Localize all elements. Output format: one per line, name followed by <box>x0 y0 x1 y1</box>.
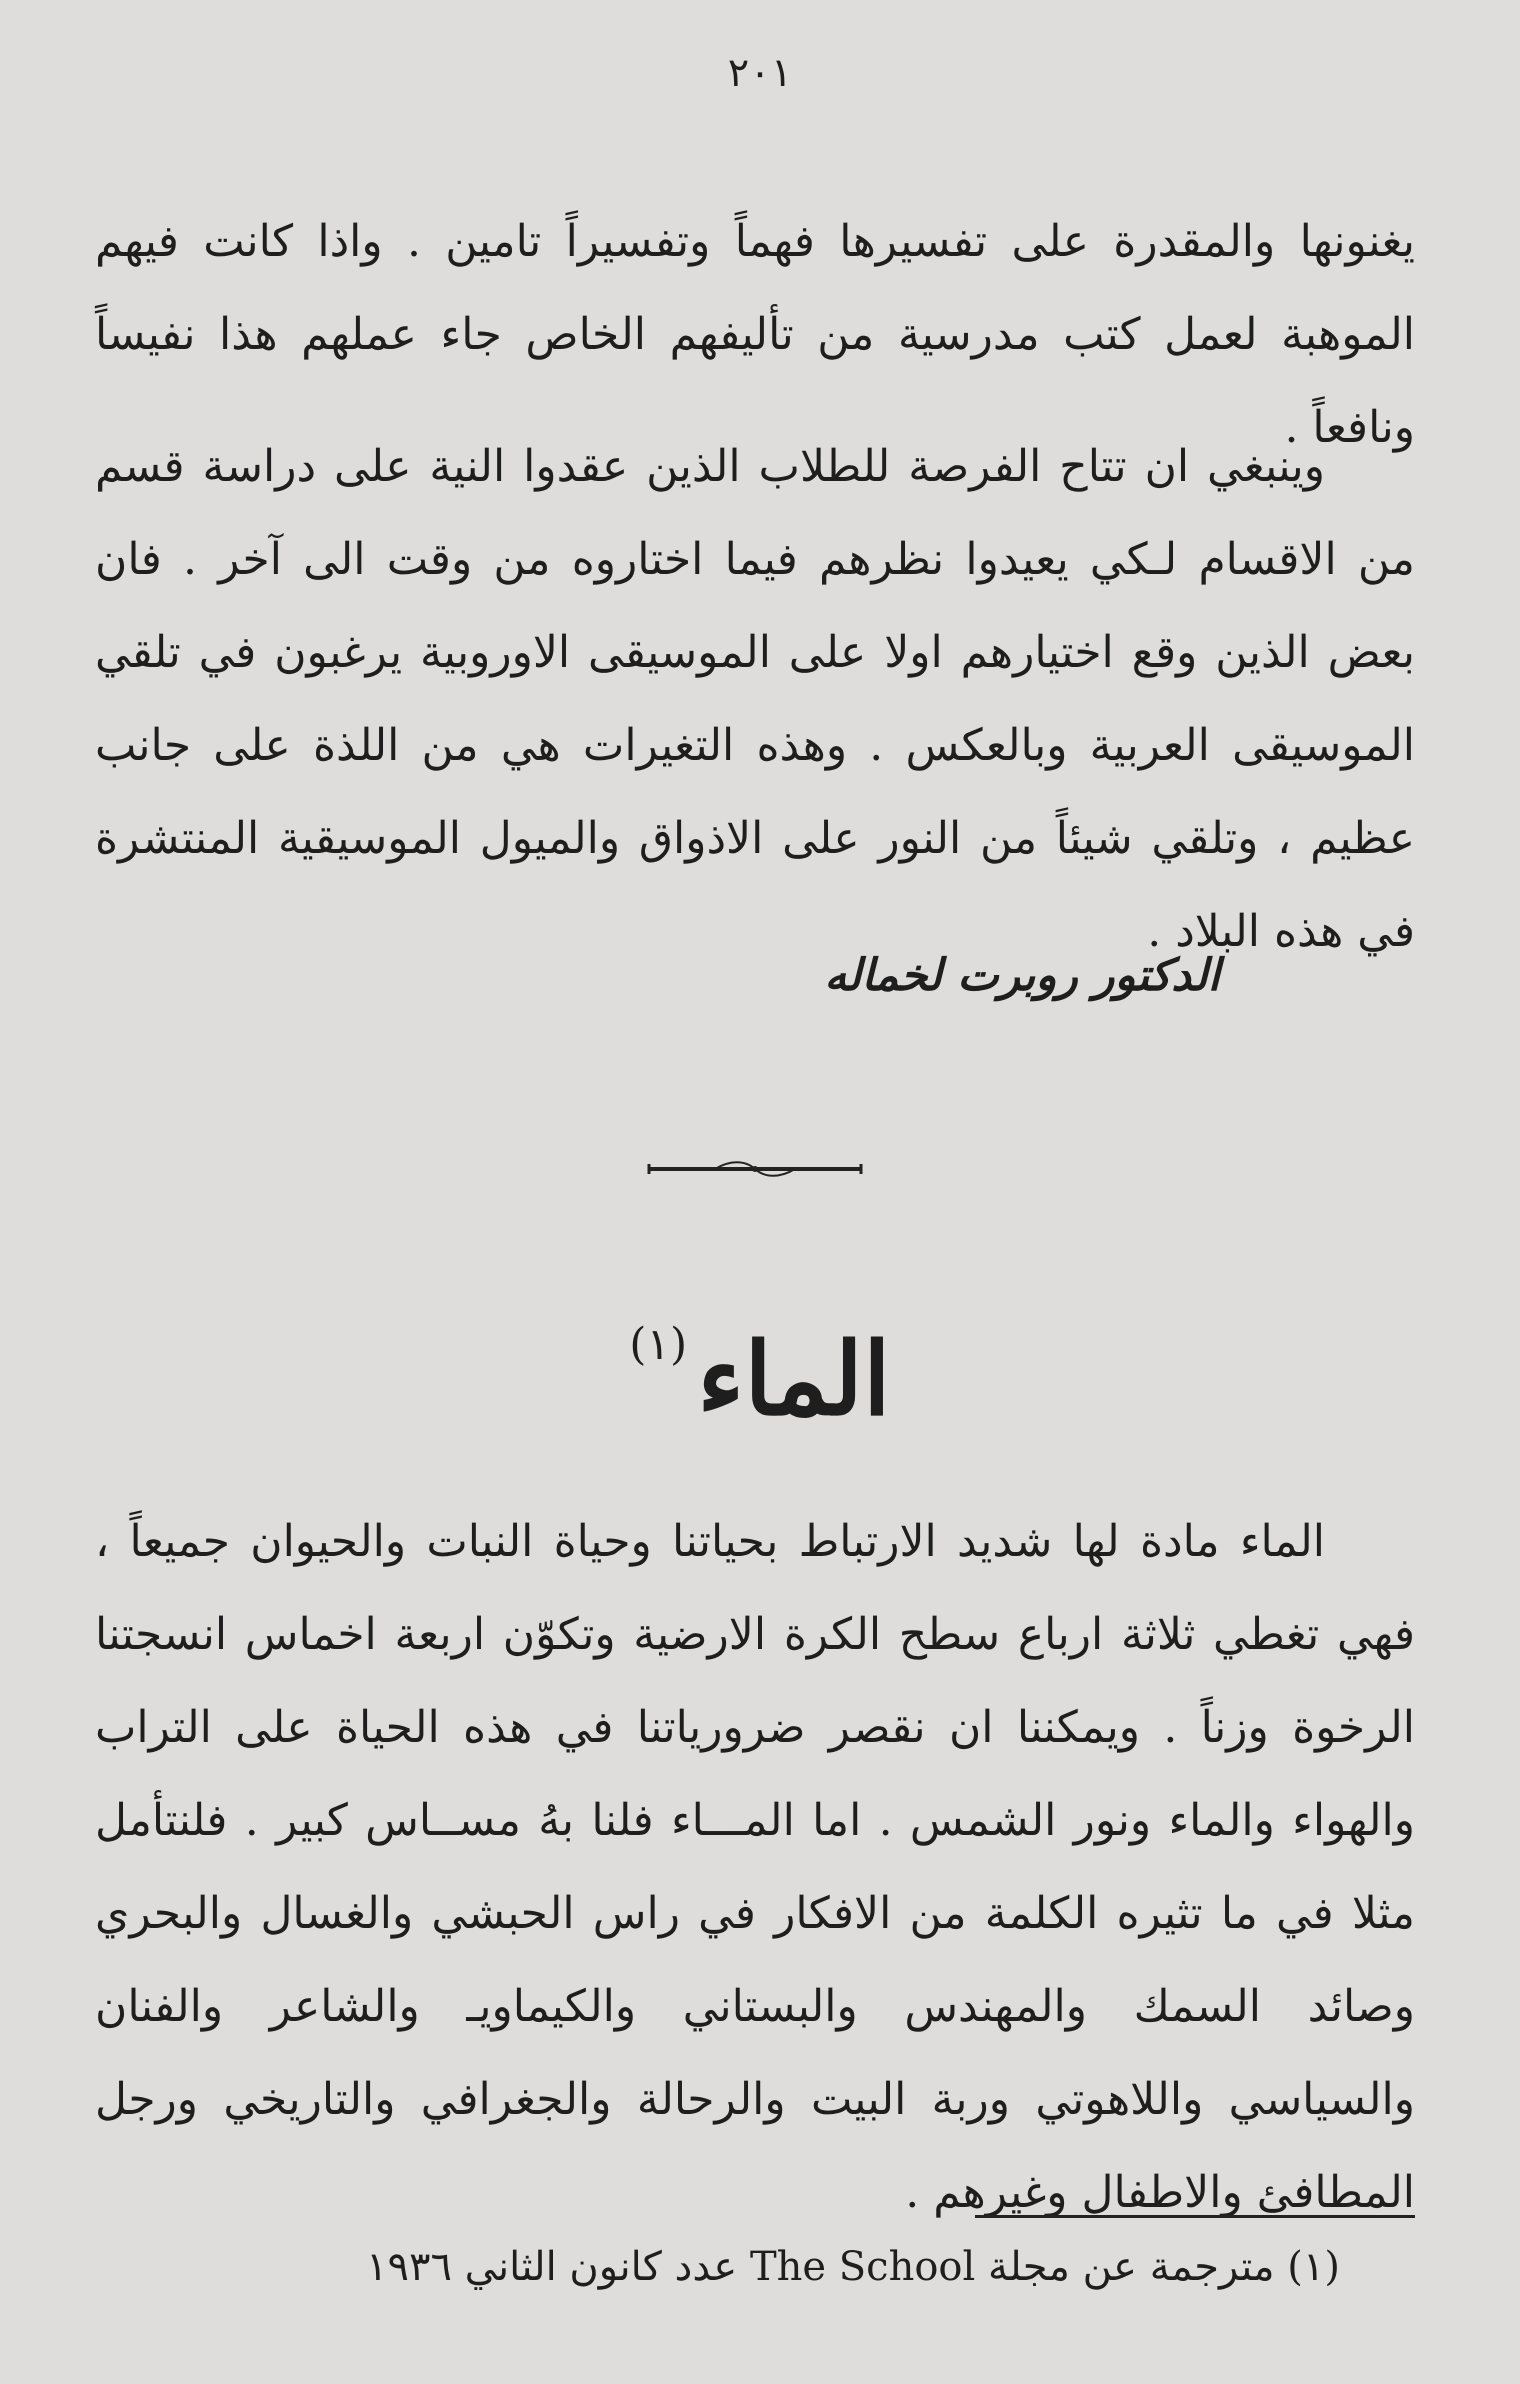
paragraph-water: الماء مادة لها شديد الارتباط بحياتنا وحياة النبات والحيوان جميعاً ، فهي تغطي ثلاثة ارباع سطح الكرة الارضية وتكوّن اربعة اخماس انسجتنا الرخوة وزناً . ويمكننا ان نقصر ضرورياتنا في هذه الحياة على التراب والهواء والماء ونور الشمس . اما المـــاء فلنا بهُ مســاس كبير . فلنتأمل مثلا في ما تثيره الكلمة من الافكار في راس الحبشي والغسال والبحري وصائد السمك والمهندس والبستاني والكيماويـ والشاعر والفنان والسياسي واللاهوتي وربة البيت والرحالة والجغرافي والتاريخي ورجل المطافئ والاطفال وغيرهم . <box>95 1516 1415 2218</box>
paragraph-student-choice: وينبغي ان تتاح الفرصة للطلاب الذين عقدوا النية على دراسة قسم من الاقسام لـكي يعيدوا نظرهم فيما اختاروه من وقت الى آخر . فان بعض الذين وقع اختيارهم اولا على الموسيقى الاوروبية يرغبون في تلقي الموسيقى العربية وبالعكس . وهذه التغيرات هي من اللذة على جانب عظيم ، وتلقي شيئاً من النور على الاذواق والميول الموسيقية المنتشرة في هذه البلاد . <box>95 441 1415 957</box>
footnote-source: The School <box>749 2244 976 2290</box>
author-signature: الدكتور روبرت لخماله <box>824 950 1220 1001</box>
title-text: الماء <box>697 1320 891 1438</box>
section-divider-ornament <box>645 1158 865 1180</box>
section-title <box>0 1275 1520 1449</box>
footnote-text-before: مترجمة عن مجلة <box>988 2244 1275 2290</box>
footnote-text-after: عدد كانون الثاني ١٩٣٦ <box>366 2244 738 2290</box>
paragraph-continuation: يغنونها والمقدرة على تفسيرها فهماً وتفسيراً تامين . واذا كانت فيهم الموهبة لعمل كتب مدرسية من تأليفهم الخاص جاء عملهم هذا نفيساً ونافعاً . <box>95 216 1415 453</box>
footnote-separator <box>975 2215 1415 2218</box>
footnote-marker: (١) <box>1287 2244 1340 2290</box>
footnote <box>240 2232 1340 2302</box>
title-footnote-marker: (١) <box>629 1319 688 1370</box>
page-number: ٢٠١ <box>727 50 793 96</box>
